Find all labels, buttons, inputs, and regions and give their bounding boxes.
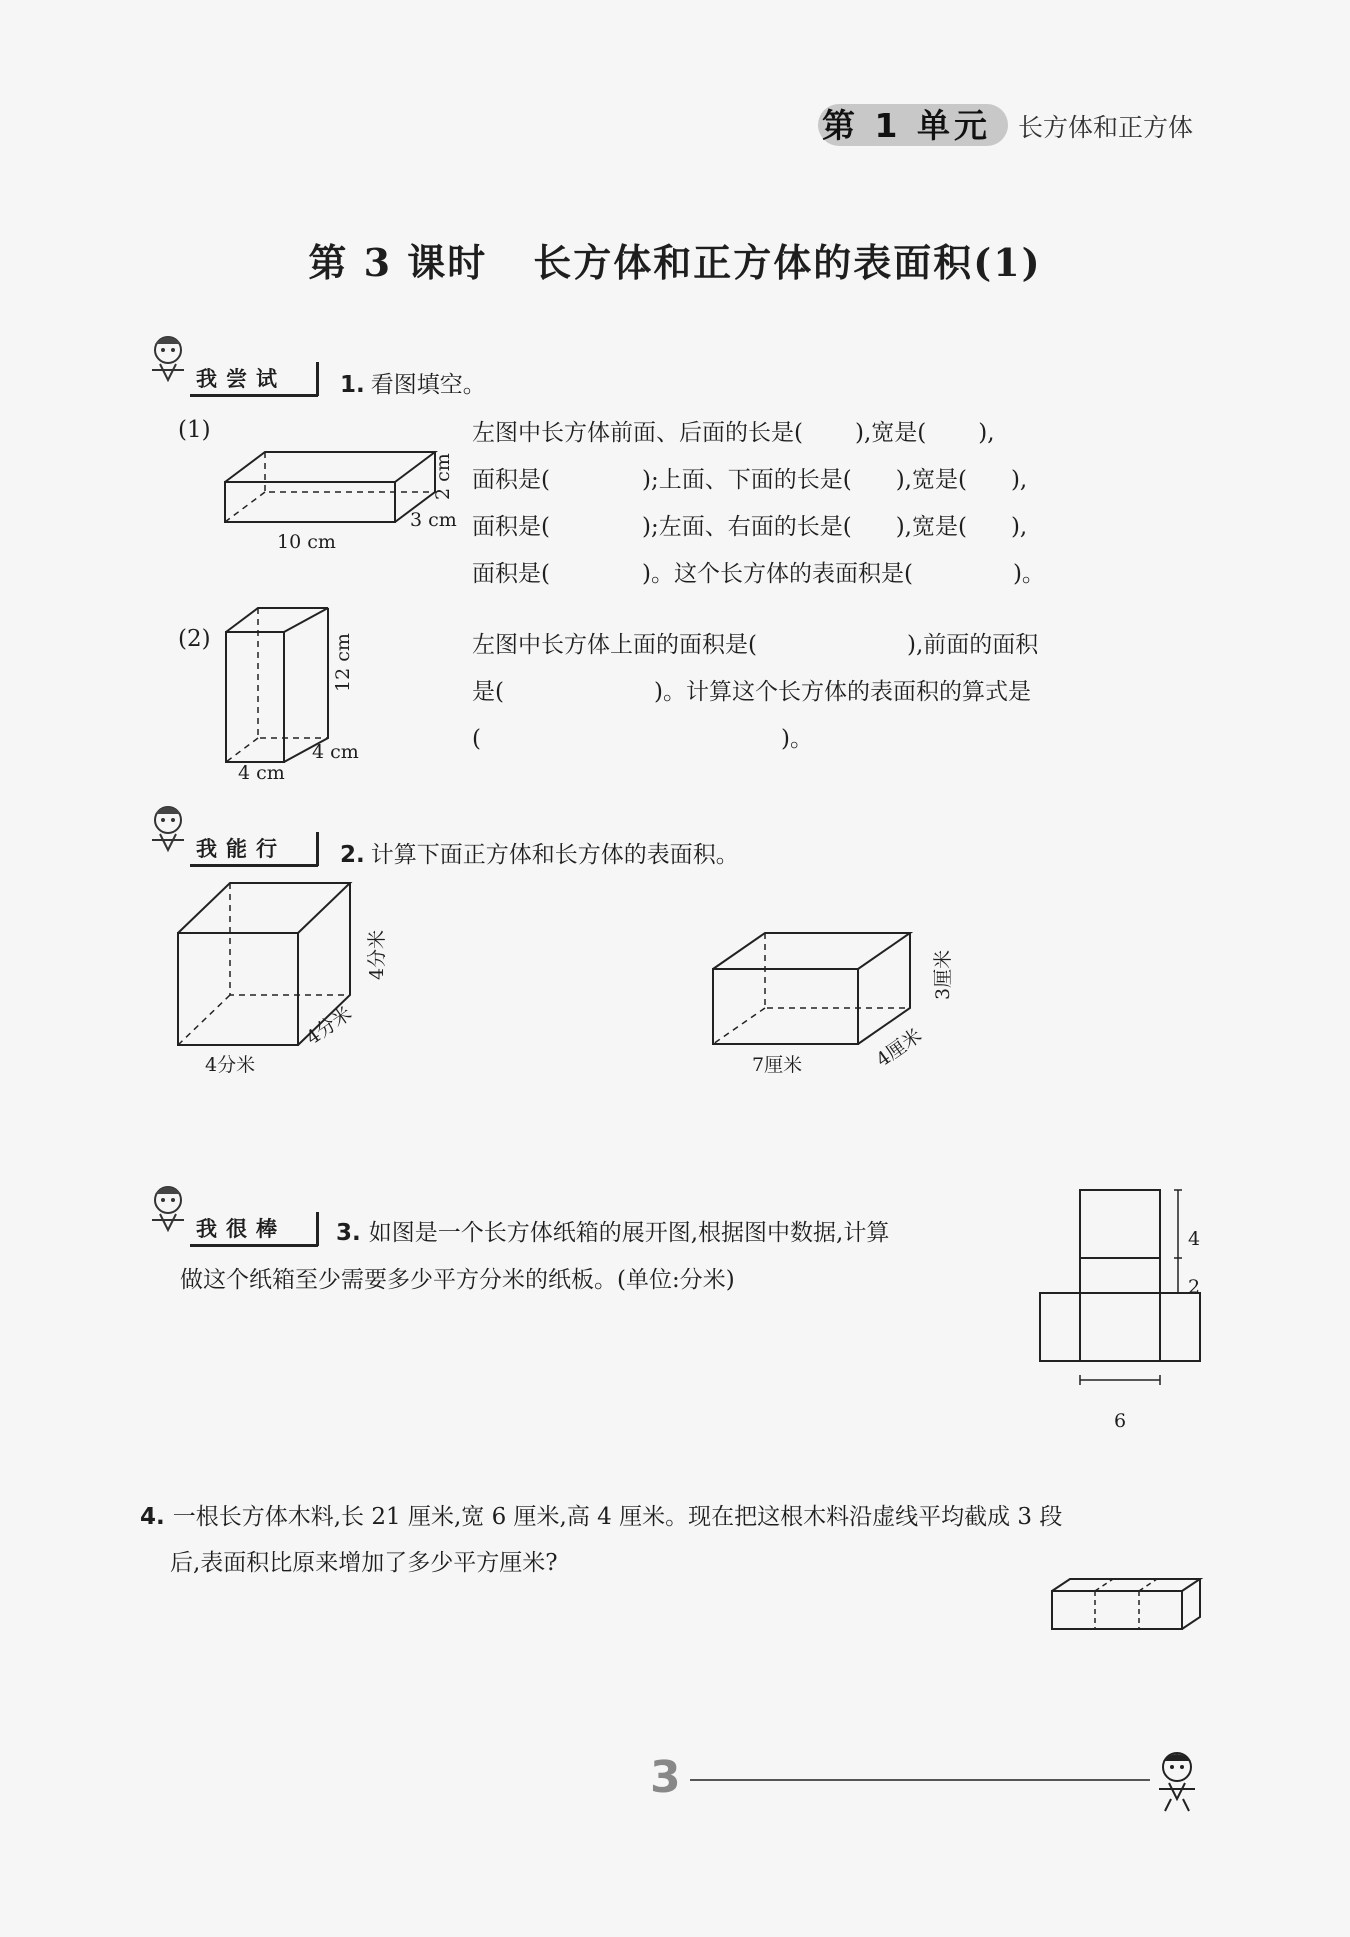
- divider: [190, 1244, 318, 1247]
- mascot-girl-icon: [138, 1180, 198, 1242]
- text-line: 面积是( );上面、下面的长是( ),宽是( ),: [472, 467, 1028, 493]
- q1-part1-label: (1): [178, 417, 211, 443]
- q3-number: 3.: [336, 1220, 361, 1246]
- cube-width-label: 4分米: [302, 1002, 356, 1050]
- dim-height-1: 2 cm: [432, 453, 454, 500]
- q2-title: 计算下面正方体和长方体的表面积。: [370, 842, 739, 868]
- mascot-boy-icon: [1145, 1745, 1215, 1815]
- dim-width-1: 3 cm: [410, 509, 457, 531]
- q1-part1-text: [472, 410, 1142, 598]
- q2-number: 2.: [340, 842, 365, 868]
- box-net-figure: [1030, 1180, 1230, 1430]
- lesson-title: [0, 232, 1350, 287]
- unit-topic: 长方体和正方体: [1018, 113, 1194, 142]
- net-dim-mid: 2: [1188, 1276, 1201, 1298]
- dim-width-2: 4 cm: [312, 741, 359, 763]
- q4-line2: 后,表面积比原来增加了多少平方厘米?: [170, 1550, 558, 1576]
- mascot-girl-icon: [138, 800, 198, 862]
- text-line: 面积是( );左面、右面的长是( ),宽是( ),: [472, 514, 1028, 540]
- q1-number: 1.: [340, 372, 365, 398]
- box-height-label: 3厘米: [932, 949, 954, 1000]
- text-line: ( )。: [472, 726, 813, 752]
- q4-line1: 4. 一根长方体木料,长 21 厘米,宽 6 厘米,高 4 厘米。现在把这根木料沿虚线平均截成 3 段: [140, 1504, 1063, 1530]
- text-line: 是( )。计算这个长方体的表面积的算式是: [472, 679, 1031, 705]
- cuboid-figure-1: [215, 440, 465, 555]
- box-figure: [705, 925, 925, 1050]
- q1-part2-label: (2): [178, 626, 211, 652]
- section-tag-try: 我尝试: [196, 367, 286, 391]
- cube-height-label: 4分米: [366, 929, 388, 980]
- section-tag-great: 我很棒: [196, 1217, 286, 1241]
- box-width-label: 4厘米: [872, 1024, 926, 1072]
- section-tag-can: 我能行: [196, 837, 286, 861]
- wood-block-figure: [1048, 1575, 1208, 1635]
- unit-label: 第 1 单元: [822, 106, 991, 145]
- page-number: 3: [650, 1752, 681, 1803]
- net-dim-bottom: 6: [1114, 1410, 1127, 1432]
- divider: [190, 864, 318, 867]
- text-line: 左图中长方体上面的面积是( ),前面的面积: [472, 632, 1039, 658]
- dim-height-2: 12 cm: [332, 633, 354, 692]
- q1-heading: [340, 366, 486, 399]
- q3-line2: 做这个纸箱至少需要多少平方分米的纸板。(单位:分米): [180, 1267, 735, 1293]
- divider: [190, 394, 318, 397]
- cube-length-label: 4分米: [205, 1054, 256, 1076]
- divider: [316, 362, 319, 396]
- q1-part2-text: [472, 622, 1142, 763]
- footer-rule: [690, 1779, 1150, 1781]
- divider: [316, 832, 319, 866]
- q2-heading: [340, 836, 739, 869]
- divider: [316, 1212, 319, 1246]
- mascot-girl-icon: [138, 330, 198, 392]
- q3-line1: 3. 如图是一个长方体纸箱的展开图,根据图中数据,计算: [336, 1220, 890, 1246]
- text-line: 面积是( )。这个长方体的表面积是( )。: [472, 561, 1045, 587]
- dim-length-2: 4 cm: [238, 762, 285, 784]
- dim-length-1: 10 cm: [277, 531, 336, 553]
- q1-title: 看图填空。: [370, 372, 486, 398]
- net-dim-top: 4: [1188, 1228, 1201, 1250]
- text-line: 左图中长方体前面、后面的长是( ),宽是( ),: [472, 420, 995, 446]
- lesson-number: 第 3 课时: [308, 240, 488, 285]
- lesson-name: 长方体和正方体的表面积(1): [533, 240, 1042, 285]
- box-length-label: 7厘米: [752, 1054, 803, 1076]
- q4-number: 4.: [140, 1504, 165, 1530]
